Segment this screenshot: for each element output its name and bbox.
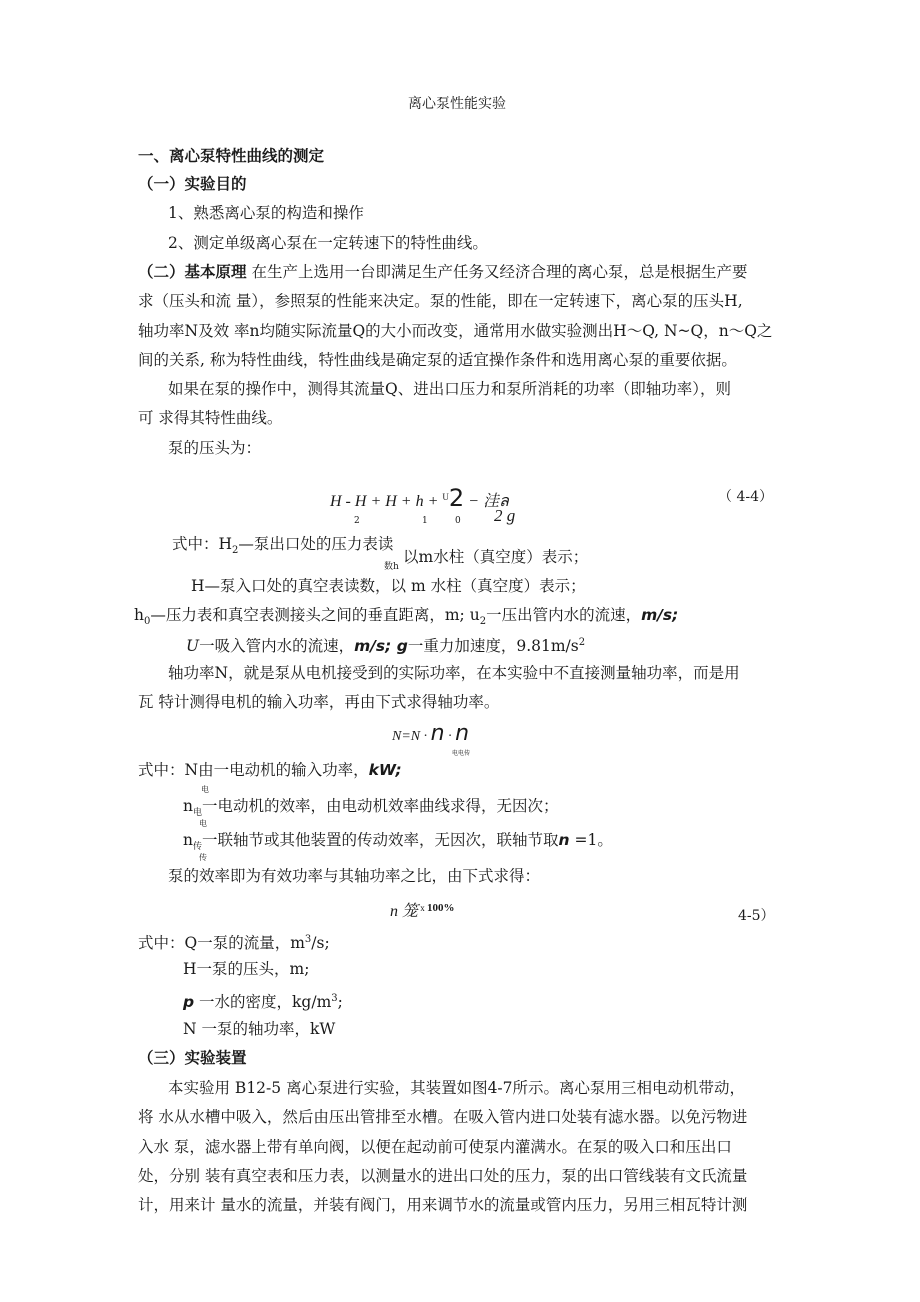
shaft-equation: N=N · n · n	[392, 721, 470, 746]
eq-subscript: 1	[422, 516, 428, 526]
principle-line: 如果在泵的操作中，测得其流量Q、进出口压力和泵所消耗的功率（即轴功率），则	[168, 380, 731, 398]
definition-small: 数h	[384, 562, 399, 572]
aim-item: 1、熟悉离心泵的构造和操作	[168, 204, 364, 222]
definition-line: 式中：$H_2—$泵出口处的压力表读	[172, 535, 394, 556]
efficiency-line: 泵的效率即为有效功率与其轴功率之比，由下式求得：	[168, 867, 541, 885]
principle-line: 可 求得其特性曲线。	[138, 409, 283, 427]
principle-line: 求（压头和流 量），参照泵的性能来决定。泵的性能，即在一定转速下，离心泵的压头H,	[138, 292, 743, 310]
definition-line: 以m水柱（真空度）表示；	[403, 548, 589, 566]
principle-line: 轴功率N及效 率n均随实际流量Q的大小而改变，通常用水做实验测出H～Q, N~Q，n～Q之	[138, 322, 773, 340]
equation-number: （ 4-4）	[718, 489, 773, 505]
page-title: 离心泵性能实验	[408, 96, 506, 112]
definition-small: 电	[199, 819, 207, 828]
apparatus-line: 入水 泵，滤水器上带有单向阀，以便在起动前可使泵内灌满水。在泵的吸入口和压出口	[138, 1138, 732, 1156]
definition-small: 传	[199, 853, 207, 862]
subsection-heading-apparatus: （三）实验装置	[138, 1049, 247, 1067]
eq-subscript: 2	[354, 516, 360, 526]
definition-line: $n_传$一联轴节或其他装置的传动效率，无因次，联轴节取n =1。	[183, 831, 613, 852]
apparatus-line: 将 水从水槽中吸入，然后由压出管排至水槽。在吸入管内进口处装有滤水器。以免污物进	[138, 1108, 748, 1126]
equation-4-4: H - H + H + h + $^U$2 − 洼ล	[330, 484, 509, 512]
eq-denominator: 2 g	[494, 506, 516, 525]
efficiency-equation: n 笼 $^x$ $^{100\%}$	[390, 902, 455, 920]
definition-line: $h_0—$压力表和真空表测接头之间的垂直距离，m; $u_2$一压出管内水的流速，m/s;	[134, 606, 679, 627]
principle-line: 间的关系, 称为特性曲线，特性曲线是确定泵的适宜操作条件和选用离心泵的重要依据。	[138, 351, 737, 369]
shaft-line: 瓦 特计测得电机的输入功率，再由下式求得轴功率。	[138, 693, 500, 711]
definition-line: p 一水的密度，$kg/m^3$;	[183, 993, 343, 1011]
definition-line: H—泵入口处的真空表读数，以 m 水柱（真空度）表示；	[191, 577, 586, 595]
apparatus-line: 本实验用 B12-5 离心泵进行实验，其装置如图4-7所示。离心泵用三相电动机带动，	[168, 1079, 746, 1097]
equation-number: 4-5）	[738, 908, 775, 924]
eq-subscript: 0	[455, 516, 461, 526]
definition-line: $n_电$一电动机的效率，由电动机效率曲线求得，无因次；	[183, 797, 559, 818]
aim-item: 2、测定单级离心泵在一定转速下的特性曲线。	[168, 234, 488, 252]
apparatus-line: 处，分别 装有真空表和压力表，以测量水的进出口处的压力，泵的出口管线装有文氏流量	[138, 1167, 748, 1185]
definition-line: 式中：N由一电动机的输入功率，kW;	[138, 761, 402, 779]
definition-line: N 一泵的轴功率，kW	[183, 1020, 336, 1038]
subsection-heading-aims: （一）实验目的	[138, 175, 247, 193]
apparatus-line: 计，用来计 量水的流量，并装有阀门，用来调节水的流量或管内压力，另用三相瓦特计测	[138, 1196, 748, 1214]
subsection-heading-principle: （二）基本原理	[138, 263, 247, 281]
definition-small: 电	[201, 785, 209, 794]
shaft-line: 轴功率N，就是泵从电机接受到的实际功率，在本实验中不直接测量轴功率，而是用	[168, 664, 740, 682]
definition-line: 式中：Q一泵的流量，$m^3/s$;	[138, 934, 330, 952]
principle-line: （二）基本原理 在生产上选用一台即满足生产任务又经济合理的离心泵，总是根据生产要	[138, 263, 748, 281]
definition-line: U一吸入管内水的流速，m/s; g一重力加速度，$9.81m/s^2$	[186, 637, 586, 655]
eq-small-label: 电电传	[452, 750, 471, 757]
definition-line: H一泵的压头，m;	[183, 960, 310, 978]
principle-line: 泵的压头为：	[168, 439, 262, 457]
section-heading: 一、离心泵特性曲线的测定	[138, 147, 325, 165]
